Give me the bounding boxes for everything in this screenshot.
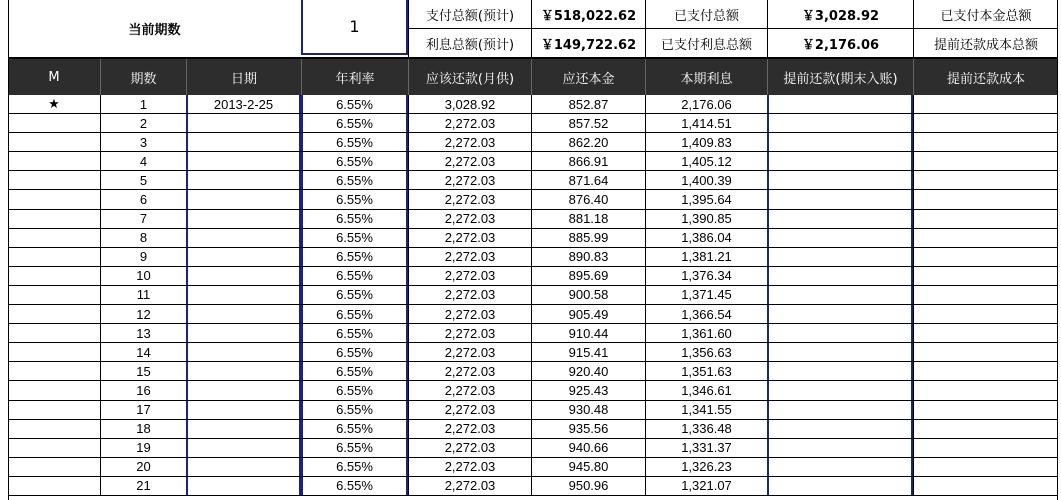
cell-period: 5 <box>100 171 186 189</box>
cell-date[interactable] <box>186 229 301 247</box>
cell-date[interactable] <box>186 305 301 323</box>
cell-payment: 2,272.03 <box>408 420 531 438</box>
table-row <box>8 458 1058 477</box>
cell-prepayment[interactable] <box>767 439 913 457</box>
cell-prepay-cost <box>913 133 1058 151</box>
cell-rate[interactable]: 6.55% <box>301 458 408 476</box>
cell-interest: 1,351.63 <box>645 362 767 380</box>
cell-payment: 2,272.03 <box>408 362 531 380</box>
paid-interest-label: 已支付利息总额 <box>645 28 767 57</box>
table-row <box>8 477 1058 496</box>
cell-interest: 2,176.06 <box>645 95 767 113</box>
cell-principal: 876.40 <box>531 190 645 208</box>
cell-principal: 881.18 <box>531 210 645 228</box>
table-row <box>8 210 1058 229</box>
cell-prepayment[interactable] <box>767 477 913 495</box>
cell-payment: 2,272.03 <box>408 171 531 189</box>
cell-rate[interactable]: 6.55% <box>301 381 408 399</box>
cell-prepay-cost <box>913 248 1058 266</box>
prepay-cost-total-label: 提前还款成本总额 <box>913 28 1058 57</box>
cell-prepayment[interactable] <box>767 401 913 419</box>
cell-prepay-cost <box>913 324 1058 342</box>
cell-rate[interactable]: 6.55% <box>301 95 408 113</box>
cell-interest: 1,361.60 <box>645 324 767 342</box>
cell-interest: 1,356.63 <box>645 343 767 361</box>
cell-date[interactable] <box>186 362 301 380</box>
cell-principal: 900.58 <box>531 286 645 304</box>
cell-date[interactable] <box>186 190 301 208</box>
cell-prepayment[interactable] <box>767 133 913 151</box>
cell-interest: 1,331.37 <box>645 439 767 457</box>
table-row <box>8 362 1058 381</box>
cell-rate[interactable]: 6.55% <box>301 152 408 170</box>
cell-principal: 945.80 <box>531 458 645 476</box>
total-interest-label: 利息总额(预计) <box>408 28 531 57</box>
cell-rate[interactable]: 6.55% <box>301 229 408 247</box>
cell-rate[interactable]: 6.55% <box>301 362 408 380</box>
cell-prepayment[interactable] <box>767 286 913 304</box>
total-pay-value: ￥518,022.62 <box>531 0 645 28</box>
cell-interest: 1,400.39 <box>645 171 767 189</box>
cell-m <box>8 248 100 266</box>
cell-prepayment[interactable] <box>767 190 913 208</box>
total-pay-label: 支付总额(预计) <box>408 0 531 28</box>
cell-m <box>8 267 100 285</box>
cell-m <box>8 439 100 457</box>
cell-interest: 1,381.21 <box>645 248 767 266</box>
cell-m <box>8 343 100 361</box>
cell-payment: 2,272.03 <box>408 133 531 151</box>
cell-m <box>8 362 100 380</box>
cell-principal: 857.52 <box>531 114 645 132</box>
cell-prepayment[interactable] <box>767 229 913 247</box>
table-row <box>8 420 1058 439</box>
cell-rate[interactable]: 6.55% <box>301 248 408 266</box>
cell-prepay-cost <box>913 286 1058 304</box>
cell-date[interactable] <box>186 267 301 285</box>
cell-rate[interactable]: 6.55% <box>301 190 408 208</box>
current-period-label: 当前期数 <box>128 23 181 38</box>
cell-interest: 1,405.12 <box>645 152 767 170</box>
cell-m <box>8 324 100 342</box>
cell-prepayment[interactable] <box>767 362 913 380</box>
cell-prepay-cost <box>913 114 1058 132</box>
cell-m <box>8 401 100 419</box>
cell-interest: 1,386.04 <box>645 229 767 247</box>
cell-rate[interactable]: 6.55% <box>301 133 408 151</box>
cell-prepay-cost <box>913 439 1058 457</box>
cell-date[interactable] <box>186 381 301 399</box>
cell-rate[interactable]: 6.55% <box>301 401 408 419</box>
cell-m <box>8 171 100 189</box>
cell-interest: 1,395.64 <box>645 190 767 208</box>
cell-payment: 2,272.03 <box>408 286 531 304</box>
cell-prepayment[interactable] <box>767 381 913 399</box>
cell-interest: 1,371.45 <box>645 286 767 304</box>
table-row <box>8 439 1058 458</box>
cell-rate[interactable]: 6.55% <box>301 420 408 438</box>
cell-interest: 1,390.85 <box>645 210 767 228</box>
cell-period: 8 <box>100 229 186 247</box>
cell-date[interactable] <box>186 210 301 228</box>
cell-interest: 1,414.51 <box>645 114 767 132</box>
cell-m <box>8 114 100 132</box>
cell-prepay-cost <box>913 381 1058 399</box>
column-header-rate: 年利率 <box>301 59 408 95</box>
cell-prepay-cost <box>913 229 1058 247</box>
cell-principal: 866.91 <box>531 152 645 170</box>
table-header <box>8 57 1058 95</box>
cell-rate[interactable]: 6.55% <box>301 439 408 457</box>
cell-prepay-cost <box>913 401 1058 419</box>
cell-prepay-cost <box>913 477 1058 495</box>
cell-prepayment[interactable] <box>767 458 913 476</box>
column-header-principal: 应还本金 <box>531 59 645 95</box>
cell-prepay-cost <box>913 362 1058 380</box>
cell-prepay-cost <box>913 210 1058 228</box>
cell-interest: 1,321.07 <box>645 477 767 495</box>
cell-prepayment[interactable] <box>767 210 913 228</box>
cell-rate[interactable]: 6.55% <box>301 267 408 285</box>
cell-principal: 862.20 <box>531 133 645 151</box>
cell-payment: 2,272.03 <box>408 381 531 399</box>
cell-payment: 2,272.03 <box>408 477 531 495</box>
cell-interest: 1,409.83 <box>645 133 767 151</box>
cell-period: 2 <box>100 114 186 132</box>
table-row <box>8 401 1058 420</box>
cell-principal: 930.48 <box>531 401 645 419</box>
cell-period: 13 <box>100 324 186 342</box>
cell-prepayment[interactable] <box>767 343 913 361</box>
cell-prepayment[interactable] <box>767 305 913 323</box>
cell-interest: 1,326.23 <box>645 458 767 476</box>
cell-prepay-cost <box>913 152 1058 170</box>
cell-payment: 2,272.03 <box>408 324 531 342</box>
cell-prepay-cost <box>913 171 1058 189</box>
cell-prepayment[interactable] <box>767 267 913 285</box>
cell-principal: 950.96 <box>531 477 645 495</box>
cell-date[interactable] <box>186 477 301 495</box>
column-header-payment: 应该还款(月供) <box>408 59 531 95</box>
column-header-date: 日期 <box>186 59 301 95</box>
paid-principal-label: 已支付本金总额 <box>913 0 1058 28</box>
cell-date[interactable] <box>186 286 301 304</box>
cell-interest: 1,346.61 <box>645 381 767 399</box>
cell-date[interactable] <box>186 248 301 266</box>
cell-period: 16 <box>100 381 186 399</box>
summary-panel <box>0 0 1061 57</box>
table-row <box>8 190 1058 209</box>
cell-period: 6 <box>100 190 186 208</box>
cell-payment: 2,272.03 <box>408 190 531 208</box>
cell-period: 4 <box>100 152 186 170</box>
cell-m <box>8 305 100 323</box>
paid-interest-value: ￥2,176.06 <box>767 28 913 57</box>
cell-prepayment[interactable] <box>767 171 913 189</box>
cell-date[interactable] <box>186 171 301 189</box>
cell-rate[interactable]: 6.55% <box>301 171 408 189</box>
cell-date[interactable] <box>186 343 301 361</box>
cell-rate[interactable]: 6.55% <box>301 114 408 132</box>
cell-principal: 920.40 <box>531 362 645 380</box>
cell-rate[interactable]: 6.55% <box>301 324 408 342</box>
column-header-period: 期数 <box>100 59 186 95</box>
cell-rate[interactable]: 6.55% <box>301 286 408 304</box>
paid-total-value: ￥3,028.92 <box>767 0 913 28</box>
cell-payment: 2,272.03 <box>408 248 531 266</box>
cell-prepayment[interactable] <box>767 114 913 132</box>
cell-date[interactable] <box>186 458 301 476</box>
cell-payment: 2,272.03 <box>408 114 531 132</box>
cell-payment: 2,272.03 <box>408 210 531 228</box>
cell-payment: 3,028.92 <box>408 95 531 113</box>
cell-payment: 2,272.03 <box>408 401 531 419</box>
cell-principal: 852.87 <box>531 95 645 113</box>
cell-prepayment[interactable] <box>767 420 913 438</box>
cell-period: 17 <box>100 401 186 419</box>
cell-period: 14 <box>100 343 186 361</box>
cell-interest: 1,366.54 <box>645 305 767 323</box>
cell-m <box>8 152 100 170</box>
cell-prepay-cost <box>913 343 1058 361</box>
cell-period: 1 <box>100 95 186 113</box>
cell-m <box>8 286 100 304</box>
cell-m <box>8 420 100 438</box>
cell-principal: 940.66 <box>531 439 645 457</box>
cell-date[interactable] <box>186 401 301 419</box>
table-row <box>8 114 1058 133</box>
cell-m <box>8 381 100 399</box>
schedule-table-body <box>8 95 1058 496</box>
cell-period: 20 <box>100 458 186 476</box>
cell-period: 19 <box>100 439 186 457</box>
column-header-m: M <box>48 69 60 85</box>
cell-date[interactable]: 2013-2-25 <box>186 95 301 113</box>
cell-rate[interactable]: 6.55% <box>301 477 408 495</box>
cell-payment: 2,272.03 <box>408 305 531 323</box>
cell-m <box>8 477 100 495</box>
table-row <box>8 171 1058 190</box>
cell-rate[interactable]: 6.55% <box>301 210 408 228</box>
cell-m: ★ <box>48 96 60 112</box>
cell-period: 21 <box>100 477 186 495</box>
column-header-prepayment: 提前还款(期末入账) <box>767 59 913 95</box>
cell-period: 15 <box>100 362 186 380</box>
table-row <box>8 229 1058 248</box>
cell-principal: 925.43 <box>531 381 645 399</box>
cell-date[interactable] <box>186 439 301 457</box>
table-row <box>8 95 1058 114</box>
cell-principal: 885.99 <box>531 229 645 247</box>
cell-payment: 2,272.03 <box>408 229 531 247</box>
table-row <box>8 248 1058 267</box>
cell-payment: 2,272.03 <box>408 267 531 285</box>
cell-payment: 2,272.03 <box>408 343 531 361</box>
cell-date[interactable] <box>186 420 301 438</box>
cell-period: 7 <box>100 210 186 228</box>
cell-principal: 871.64 <box>531 171 645 189</box>
cell-prepayment[interactable] <box>767 324 913 342</box>
table-row <box>8 152 1058 171</box>
cell-m <box>8 229 100 247</box>
cell-prepayment[interactable] <box>767 248 913 266</box>
cell-period: 12 <box>100 305 186 323</box>
cell-principal: 905.49 <box>531 305 645 323</box>
cell-m <box>8 458 100 476</box>
cell-prepay-cost <box>913 305 1058 323</box>
table-row <box>8 267 1058 286</box>
cell-rate[interactable]: 6.55% <box>301 343 408 361</box>
paid-total-label: 已支付总额 <box>645 0 767 28</box>
cell-date[interactable] <box>186 114 301 132</box>
cell-rate[interactable]: 6.55% <box>301 305 408 323</box>
cell-prepay-cost <box>913 420 1058 438</box>
cell-principal: 910.44 <box>531 324 645 342</box>
table-row <box>8 286 1058 305</box>
cell-period: 10 <box>100 267 186 285</box>
cell-interest: 1,336.48 <box>645 420 767 438</box>
column-header-interest: 本期利息 <box>645 59 767 95</box>
cell-date[interactable] <box>186 152 301 170</box>
total-interest-value: ￥149,722.62 <box>531 28 645 57</box>
cell-interest: 1,341.55 <box>645 401 767 419</box>
cell-m <box>8 133 100 151</box>
cell-prepay-cost <box>913 190 1058 208</box>
column-header-prepay-cost: 提前还款成本 <box>913 59 1058 95</box>
cell-principal: 935.56 <box>531 420 645 438</box>
cell-prepayment[interactable] <box>767 152 913 170</box>
cell-period: 3 <box>100 133 186 151</box>
cell-prepay-cost <box>913 95 1058 113</box>
cell-principal: 915.41 <box>531 343 645 361</box>
cell-payment: 2,272.03 <box>408 458 531 476</box>
cell-period: 11 <box>100 286 186 304</box>
table-row <box>8 381 1058 400</box>
cell-payment: 2,272.03 <box>408 152 531 170</box>
cell-principal: 890.83 <box>531 248 645 266</box>
cell-m <box>8 210 100 228</box>
cell-period: 18 <box>100 420 186 438</box>
cell-payment: 2,272.03 <box>408 439 531 457</box>
table-row <box>8 305 1058 324</box>
cell-period: 9 <box>100 248 186 266</box>
cell-prepayment[interactable] <box>767 95 913 113</box>
cell-m <box>8 190 100 208</box>
cell-principal: 895.69 <box>531 267 645 285</box>
cell-prepay-cost <box>913 267 1058 285</box>
cell-interest: 1,376.34 <box>645 267 767 285</box>
table-row <box>8 324 1058 343</box>
cell-date[interactable] <box>186 324 301 342</box>
table-row <box>8 343 1058 362</box>
current-period-input[interactable]: 1 <box>301 0 408 55</box>
cell-date[interactable] <box>186 133 301 151</box>
table-row <box>8 133 1058 152</box>
cell-prepay-cost <box>913 458 1058 476</box>
